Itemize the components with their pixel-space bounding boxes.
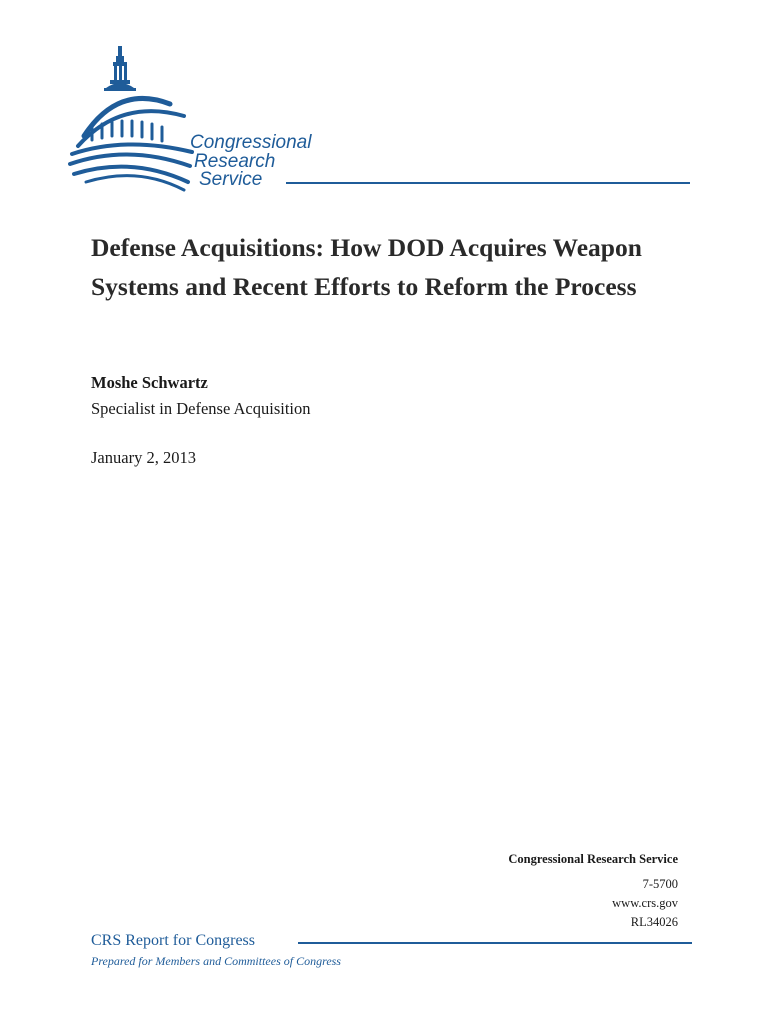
header-rule — [286, 182, 690, 184]
report-date: January 2, 2013 — [91, 448, 196, 467]
author-name: Moshe Schwartz — [91, 373, 208, 392]
footer-subtitle: Prepared for Members and Committees of Congress — [91, 954, 341, 968]
logo-line-research: Research — [194, 150, 276, 172]
footer-title: CRS Report for Congress — [91, 932, 255, 949]
author-role: Specialist in Defense Acquisition — [91, 399, 311, 418]
report-meta — [508, 850, 678, 932]
logo-line-congressional: Congressional — [190, 132, 312, 153]
report-title: Defense Acquisitions: How DOD Acquires Weapon Systems and Recent Efforts to Reform the Process — [91, 233, 642, 301]
meta-phone-ext: 7-5700 — [642, 877, 678, 891]
footer-rule — [298, 942, 692, 944]
meta-report-id: RL34026 — [630, 915, 678, 929]
meta-website: www.crs.gov — [612, 896, 678, 910]
logo-line-service: Service — [199, 169, 263, 190]
meta-organization: Congressional Research Service — [508, 852, 678, 866]
